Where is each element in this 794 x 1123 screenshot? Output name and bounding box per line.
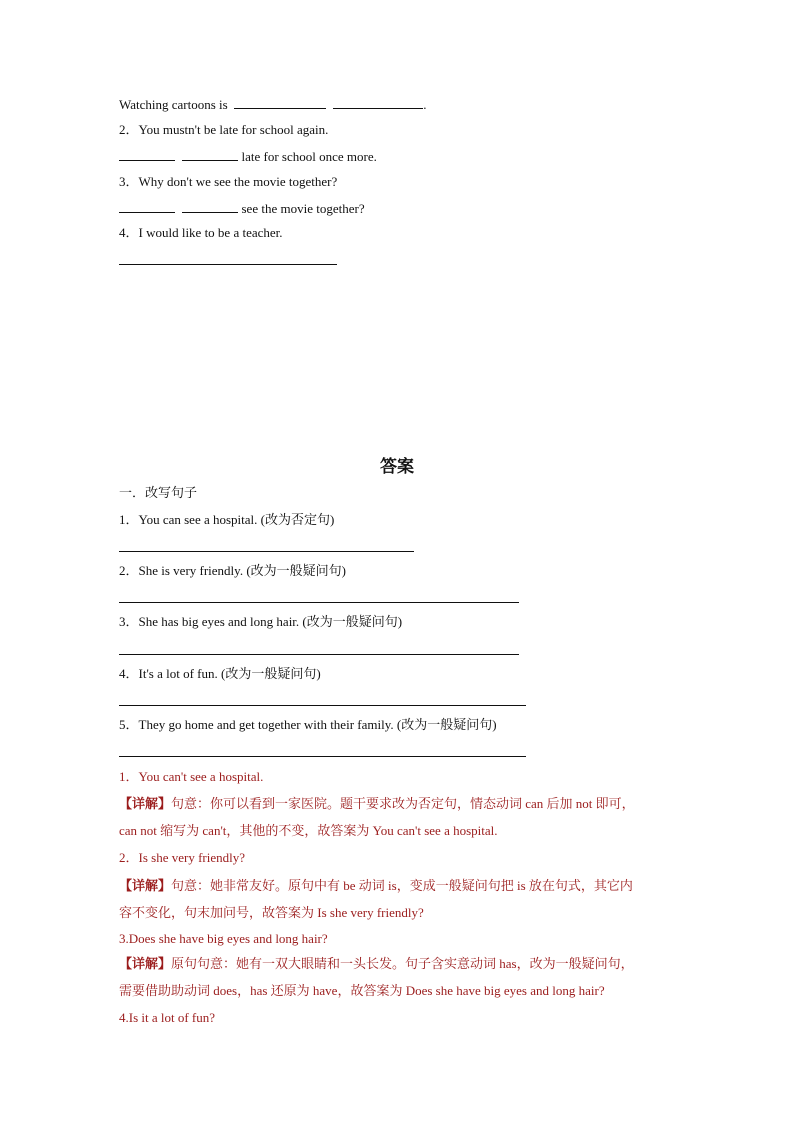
answer-line <box>119 756 526 757</box>
explanation-1-line-1 <box>119 796 635 812</box>
answer-blank <box>182 148 238 161</box>
answer-3: 3.Does she have big eyes and long hair? <box>119 931 328 946</box>
answer-line <box>119 654 519 655</box>
explanation-2-line-2: 容不变化，句末加问号，故答案为 Is she very friendly? <box>119 905 424 920</box>
exercise-item-5: 5．They go home and get together with their family. (改为一般疑问句) <box>119 717 497 732</box>
section-heading: 一．改写句子 <box>119 485 198 500</box>
answer-2: 2．Is she very friendly? <box>119 850 245 865</box>
answer-4: 4.Is it a lot of fun? <box>119 1010 216 1025</box>
answer-line <box>119 264 337 265</box>
explanation-2-line-1 <box>119 878 633 894</box>
explanation-text: 原句句意：她有一双大眼睛和一头长发。句子含实意动词 has，改为一般疑问句， <box>171 956 634 971</box>
answer-blank <box>333 96 423 109</box>
answer-title: 答案 <box>380 457 414 476</box>
answer-blank <box>182 200 238 213</box>
question-3: 3．Why don't we see the movie together? <box>119 174 338 189</box>
question-1-continuation <box>119 96 426 113</box>
period: . <box>423 97 427 112</box>
explanation-3-line-1 <box>119 956 634 972</box>
answer-1: 1．You can't see a hospital. <box>119 769 264 784</box>
explanation-tag: 【详解】 <box>119 878 172 893</box>
explanation-text: 句意：她非常友好。原句中有 be 动词 is，变成一般疑问句把 is 放在句式，其它内 <box>171 878 633 893</box>
answer-line <box>119 551 414 552</box>
exercise-item-1: 1．You can see a hospital. (改为否定句) <box>119 512 335 527</box>
question-2-rewrite <box>119 148 377 165</box>
answer-line <box>119 602 519 603</box>
exercise-item-4: 4．It's a lot of fun. (改为一般疑问句) <box>119 666 321 681</box>
question-3-rewrite <box>119 200 365 217</box>
explanation-tag: 【详解】 <box>119 796 172 811</box>
question-text: late for school once more. <box>241 149 377 164</box>
answer-line <box>119 705 526 706</box>
answer-blank <box>119 148 175 161</box>
question-2: 2．You mustn't be late for school again. <box>119 122 329 137</box>
question-text: Watching cartoons is <box>119 97 228 112</box>
explanation-text: 句意：你可以看到一家医院。题干要求改为否定句，情态动词 can 后加 not 即可， <box>171 796 635 811</box>
question-text: see the movie together? <box>241 201 365 216</box>
exercise-item-2: 2．She is very friendly. (改为一般疑问句) <box>119 563 346 578</box>
explanation-tag: 【详解】 <box>119 956 172 971</box>
answer-blank <box>234 96 326 109</box>
exercise-item-3: 3．She has big eyes and long hair. (改为一般疑问句) <box>119 614 403 629</box>
explanation-3-line-2: 需要借助助动词 does，has 还原为 have，故答案为 Does she have big eyes and long hair? <box>119 983 605 998</box>
question-4: 4．I would like to be a teacher. <box>119 225 283 240</box>
answer-blank <box>119 200 175 213</box>
explanation-1-line-2: can not 缩写为 can't，其他的不变，故答案为 You can't see a hospital. <box>119 823 498 838</box>
